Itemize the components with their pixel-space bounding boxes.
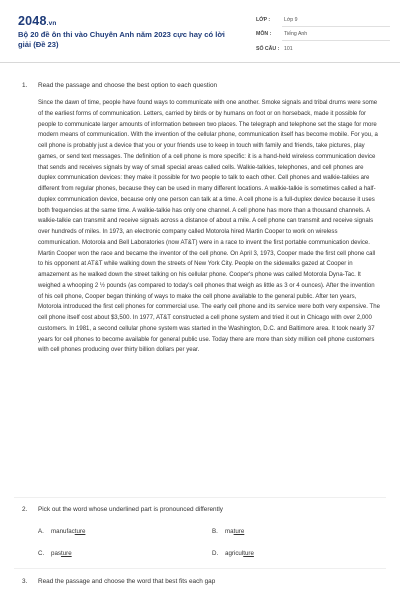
question-divider bbox=[14, 497, 386, 498]
question-2-number: 2. bbox=[22, 506, 28, 513]
document-header bbox=[0, 0, 400, 63]
meta-subject-key: MÔN : bbox=[256, 31, 272, 37]
option-a-label: A. bbox=[38, 528, 44, 535]
option-b-label: B. bbox=[212, 528, 218, 535]
option-d-pre: agricul bbox=[225, 550, 244, 557]
reading-passage: Since the dawn of time, people have found ways to communicate with one another. Smoke signals and tribal drums were some of the earliest forms of communication. Letters, carried by birds or by humans on foot or on horseback, made it possible for people to communicate larger amounts of information between two places. The telegraph and telephone set the stage for more modern means of communication. With the invention of the cellular phone, communication itself has become mobile. For you, a cell phone is probably just a device that you or your friends use to keep in touch with family and friends, take pictures, play games, or send text messages. The definition of a cell phone is more specific: it is a hand-held wireless communication device that sends and receives signals by way of small special areas called cells. Walkie-talkies, telephones, and cell phones are duplex communication devices: they make it possible for two people to talk to each other. Cell phones and walkie-talkies are different from regular phones, because they can be used in many different locations. A walkie-talkie is sometimes called a half-duplex communication device, because only one person can talk at a time. A cell phone is a full-duplex device because it uses both frequencies at the same time. A walkie-talkie has only one channel. A cell phone has more than a thousand channels. A walkie-talkie can transmit and receive signals across a distance of about a mile. A cell phone can transmit and receive signals over hundreds of miles. In 1973, an electronic company called Motorola hired Martin Cooper to work on wireless communication. Motorola and Bell Laboratories (now AT&T) were in a race to invent the first portable communication device. Martin Cooper won the race and became the inventor of the cell phone. On April 3, 1973, Cooper made the first cell phone call to his opponent at AT&T while walking down the streets of New York City. People on the sidewalks gazed at Cooper in amazement as he walked down the street talking on his cellular phone. Cooper's phone was called Motorola Dyna-Tac. It weighed a whooping 2 ½ pounds (as compared to today's cell phones that weigh as little as 3 or 4 ounces). After the invention of his cell phone, Cooper began thinking of ways to make the cell phone available to the general public. After ten years, Motorola introduced the first cell phones for commercial use. The early cell phone and its service were both very expensive. The cell phone itself cost about $3,500. In 1977, AT&T constructed a cell phone system and tried it out in Chicago with over 2,000 customers. In 1981, a second cellular phone system was started in the Washington, D.C. and Baltimore area. It took nearly 37 years for cell phones to become available for general public use. Today there are more than sixty million cell phone customers with cell phones producing over thirty billion dollars per year. bbox=[38, 100, 380, 354]
option-c-label: C. bbox=[38, 550, 45, 557]
option-a[interactable] bbox=[38, 528, 85, 535]
question-1-instruction: Read the passage and choose the best option to each question bbox=[38, 82, 218, 89]
question-1-number: 1. bbox=[22, 82, 28, 89]
meta-count-key: SỐ CÂU : bbox=[256, 46, 280, 52]
option-d-underlined: ture bbox=[243, 550, 254, 557]
meta-subject-value: Tiếng Anh bbox=[284, 31, 308, 37]
option-b-underlined: ture bbox=[233, 528, 245, 535]
meta-count-value: 101 bbox=[284, 46, 293, 52]
logo-main: 2048 bbox=[18, 14, 47, 28]
option-b[interactable] bbox=[212, 528, 244, 535]
question-3-instruction: Read the passage and choose the word that best fits each gap bbox=[38, 578, 216, 585]
option-c[interactable] bbox=[38, 550, 72, 557]
site-logo[interactable] bbox=[18, 14, 57, 28]
option-b-pre: ma bbox=[225, 528, 234, 535]
question-3-number: 3. bbox=[22, 578, 28, 585]
meta-divider bbox=[282, 26, 390, 27]
option-a-pre: manufac bbox=[51, 528, 75, 535]
question-2-instruction: Pick out the word whose underlined part is pronounced differently bbox=[38, 506, 223, 513]
document-title: Bộ 20 đề ôn thi vào Chuyên Anh năm 2023 cực hay có lời giải (Đề 23) bbox=[18, 30, 225, 49]
logo-tld: .vn bbox=[46, 20, 57, 27]
option-d-label: D. bbox=[212, 550, 219, 557]
meta-divider bbox=[282, 40, 390, 41]
option-d[interactable] bbox=[212, 550, 254, 557]
meta-class-value: Lớp 9 bbox=[284, 17, 298, 23]
option-c-underlined: ture bbox=[60, 550, 72, 557]
meta-class-key: LỚP : bbox=[256, 17, 271, 23]
question-divider bbox=[14, 568, 386, 569]
option-c-pre: pas bbox=[51, 550, 61, 557]
option-a-underlined: ture bbox=[74, 528, 86, 535]
